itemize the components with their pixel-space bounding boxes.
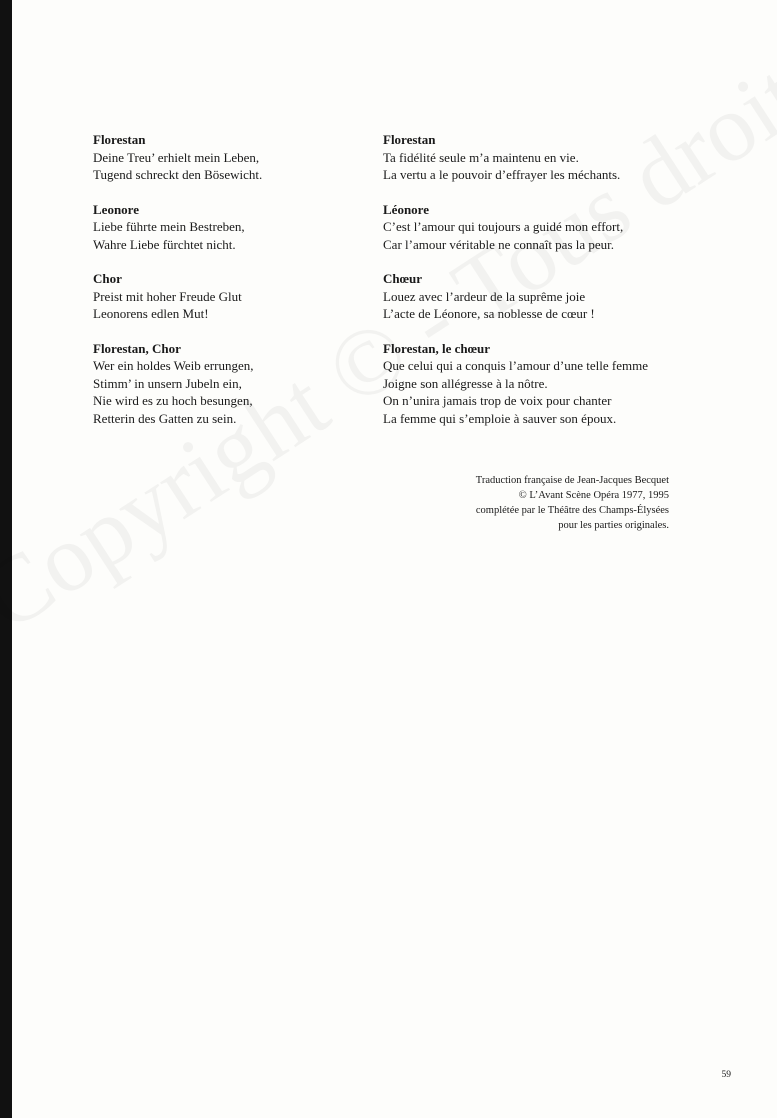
lyric-line: La vertu a le pouvoir d’effrayer les méchants.	[383, 167, 621, 182]
lyric-line: Leonorens edlen Mut!	[93, 306, 209, 321]
credit-line: complétée par le Théâtre des Champs-Élysées	[475, 505, 669, 516]
stanza-fr-leonore	[383, 201, 693, 254]
german-column	[93, 131, 393, 444]
lyric-line: Wer ein holdes Weib errungen,	[93, 358, 254, 373]
translation-credits	[476, 473, 669, 533]
lyric-line: Car l’amour véritable ne connaît pas la peur.	[383, 236, 615, 252]
stanza-fr-florestan-choeur	[383, 340, 693, 428]
page-number: 59	[721, 1070, 731, 1080]
lyric-line: Joigne son allégresse à la nôtre.	[383, 375, 548, 391]
stanza-de-leonore	[93, 201, 393, 254]
credit-line: Traduction française de Jean-Jacques Becquet	[475, 475, 669, 486]
lyric-line: Preist mit hoher Freude Glut	[93, 288, 242, 304]
lyric-line: C’est l’amour qui toujours a guidé mon effort,	[383, 219, 624, 234]
speaker-name: Chœur	[383, 271, 423, 286]
lyric-line: Ta fidélité seule m’a maintenu en vie.	[383, 149, 579, 165]
lyric-line: Liebe führte mein Bestreben,	[93, 219, 245, 234]
lyric-line: Nie wird es zu hoch besungen,	[93, 393, 253, 408]
lyric-line: Que celui qui a conquis l’amour d’une telle femme	[383, 358, 648, 373]
french-column	[383, 131, 693, 444]
lyric-line: La femme qui s’emploie à sauver son époux.	[383, 410, 617, 426]
lyric-line: Stimm’ in unsern Jubeln ein,	[93, 375, 242, 391]
page-edge	[0, 0, 12, 1118]
credit-line: pour les parties originales.	[558, 520, 669, 531]
lyric-line: L’acte de Léonore, sa noblesse de cœur !	[383, 306, 595, 321]
lyric-line: Deine Treu’ erhielt mein Leben,	[93, 149, 260, 165]
lyric-line: Wahre Liebe fürchtet nicht.	[93, 236, 236, 252]
speaker-name: Florestan	[383, 132, 436, 147]
lyric-line: On n’unira jamais trop de voix pour chanter	[383, 393, 612, 408]
speaker-name: Florestan	[93, 132, 146, 147]
stanza-de-florestan	[93, 131, 393, 184]
speaker-name: Florestan, Chor	[93, 340, 181, 356]
stanza-fr-choeur	[383, 270, 693, 323]
lyric-line: Tugend schreckt den Bösewicht.	[93, 167, 263, 182]
stanza-fr-florestan	[383, 131, 693, 184]
stanza-de-chor	[93, 270, 393, 323]
speaker-name: Léonore	[383, 201, 429, 217]
stanza-de-florestan-chor	[93, 340, 393, 428]
credit-line: © L’Avant Scène Opéra 1977, 1995	[518, 490, 669, 501]
lyric-line: Louez avec l’ardeur de la suprême joie	[383, 288, 586, 304]
speaker-name: Leonore	[93, 201, 139, 217]
speaker-name: Florestan, le chœur	[383, 340, 490, 356]
lyric-line: Retterin des Gatten zu sein.	[93, 410, 237, 426]
speaker-name: Chor	[93, 271, 122, 286]
